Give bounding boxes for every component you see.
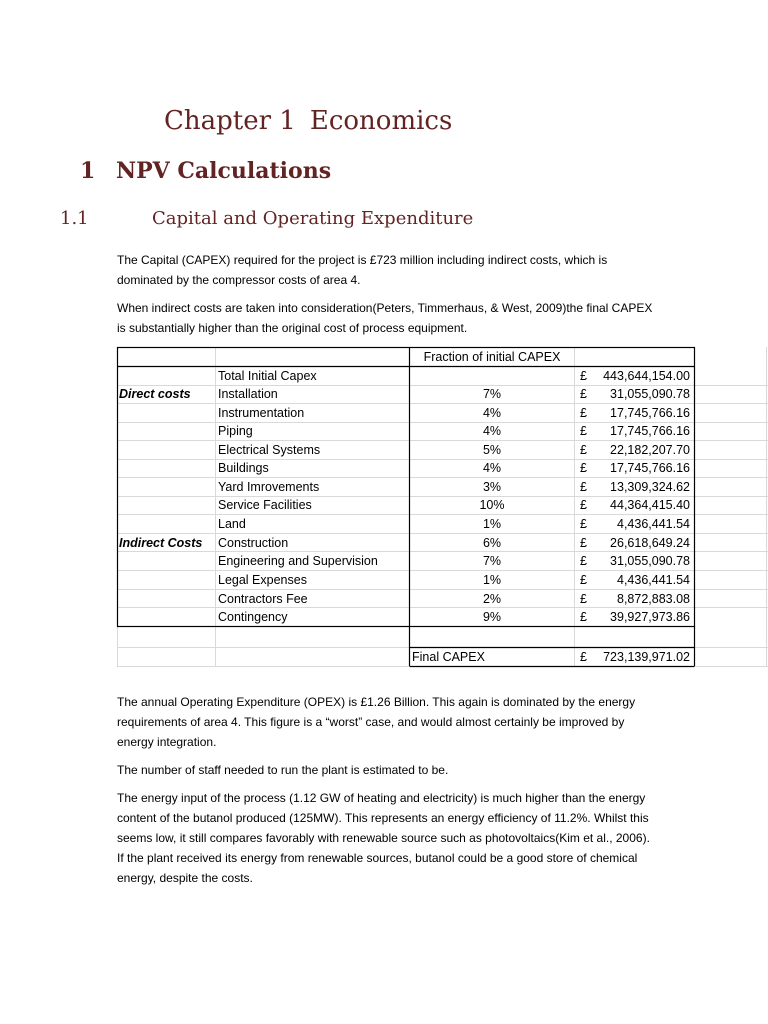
table-row-fraction: 1%	[482, 573, 502, 587]
energy-paragraph: The energy input of the process (1.12 GW of heating and electricity) is much higher than the energy content of the butanol produced (125MW). This represents an energy efficiency of 11.2%. Whilst this seems low, it still compares favorably with renewable source such as photovoltaics(Kim et al., 2006). If the plant received its energy from renewable sources, butanol could be a good store of chemical energy, despite the costs.	[117, 791, 650, 885]
opex-paragraph: The annual Operating Expenditure (OPEX) is £1.26 Billion. This again is dominated by the energy requirements of area 4. This figure is a “worst” case, and would almost certainly be improved by energy integration.	[117, 695, 636, 749]
table-row-amount: 17,745,766.16	[610, 461, 690, 475]
table-row-fraction: 6%	[482, 536, 502, 550]
table-row-fraction: 9%	[482, 610, 502, 624]
table-row-currency: £	[580, 424, 587, 438]
final-capex-label: Final CAPEX	[412, 650, 485, 664]
subsection-number: 1.1	[60, 208, 89, 229]
table-row-item: Service Facilities	[218, 498, 312, 512]
table-row-fraction: 4%	[482, 424, 502, 438]
table-row-item: Engineering and Supervision	[218, 554, 378, 568]
table-row-fraction: 4%	[482, 461, 502, 475]
table-row-amount: 31,055,090.78	[610, 387, 690, 401]
table-row-fraction: 7%	[482, 387, 502, 401]
table-row-currency: £	[580, 554, 587, 568]
table-row-item: Buildings	[218, 461, 269, 475]
table-row-amount: 4,436,441.54	[617, 517, 690, 531]
table-row-currency: £	[580, 461, 587, 475]
table-row-category: Indirect Costs	[119, 536, 203, 550]
table-row-currency: £	[580, 498, 587, 512]
chapter-name: Economics	[309, 106, 453, 136]
table-row-fraction: 3%	[482, 480, 502, 494]
table-row-amount: 13,309,324.62	[610, 480, 690, 494]
table-row-item: Installation	[218, 387, 278, 401]
section-heading	[80, 158, 331, 184]
table-row-amount: 17,745,766.16	[610, 406, 690, 420]
table-row-item: Contractors Fee	[218, 592, 308, 606]
final-capex-amount: 723,139,971.02	[603, 650, 690, 664]
table-row-item: Legal Expenses	[218, 573, 307, 587]
table-row-amount: 39,927,973.86	[610, 610, 690, 624]
table-row-fraction: 7%	[482, 554, 502, 568]
staff-paragraph: The number of staff needed to run the plant is estimated to be.	[117, 763, 449, 777]
subsection-title: Capital and Operating Expenditure	[152, 208, 474, 229]
table-row-amount: 8,872,883.08	[617, 592, 690, 606]
table-row-amount: 4,436,441.54	[617, 573, 690, 587]
table-row-amount: 26,618,649.24	[610, 536, 690, 550]
table-row-item: Instrumentation	[218, 406, 305, 420]
table-row-fraction: 4%	[482, 406, 502, 420]
table-row-fraction: 5%	[482, 443, 502, 457]
table-row-item: Yard Imrovements	[218, 480, 320, 494]
table-row-currency: £	[580, 369, 587, 383]
table-row-fraction: 1%	[482, 517, 502, 531]
indirect-costs-paragraph: When indirect costs are taken into consideration(Peters, Timmerhaus, & West, 2009)the final CAPEX is substantially higher than the original cost of process equipment.	[117, 301, 653, 335]
chapter-number: Chapter 1	[164, 106, 296, 136]
table-row-currency: £	[580, 610, 587, 624]
chapter-title	[164, 106, 452, 136]
table-row-currency: £	[580, 443, 587, 457]
table-row-currency: £	[580, 536, 587, 550]
table-row-amount: 443,644,154.00	[603, 369, 690, 383]
table-row-category: Direct costs	[119, 387, 191, 401]
table-row-amount: 22,182,207.70	[610, 443, 690, 457]
table-row-item: Piping	[218, 424, 253, 438]
table-row-currency: £	[580, 592, 587, 606]
table-row-currency: £	[580, 387, 587, 401]
table-row-amount: 44,364,415.40	[610, 498, 690, 512]
table-row-fraction: 10%	[479, 498, 505, 512]
section-number: 1	[80, 158, 96, 184]
table-row-fraction: 2%	[482, 592, 502, 606]
table-row-item: Electrical Systems	[218, 443, 321, 457]
table-row-amount: 17,745,766.16	[610, 424, 690, 438]
subsection-heading	[60, 208, 473, 229]
table-row-currency: £	[580, 573, 587, 587]
section-title: NPV Calculations	[116, 158, 332, 184]
table-row-amount: 31,055,090.78	[610, 554, 690, 568]
table-row-item: Contingency	[218, 610, 288, 624]
table-row-currency: £	[580, 480, 587, 494]
final-capex-currency: £	[580, 650, 587, 664]
capex-paragraph: The Capital (CAPEX) required for the project is £723 million including indirect costs, which is dominated by the compressor costs of area 4.	[117, 253, 608, 287]
table-row-currency: £	[580, 517, 587, 531]
table-header-fraction: Fraction of initial CAPEX	[423, 350, 561, 364]
table-row-item: Total Initial Capex	[218, 369, 317, 383]
table-row-item: Land	[218, 517, 246, 531]
table-row-item: Construction	[218, 536, 289, 550]
table-row-currency: £	[580, 406, 587, 420]
